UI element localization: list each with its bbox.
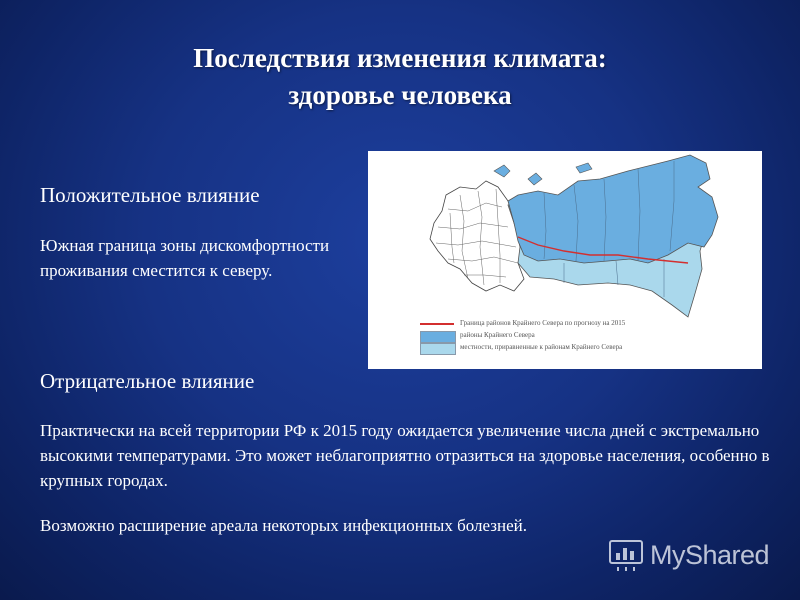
russia-climate-map [368,151,762,369]
legend-equated-swatch [420,343,456,355]
infectious-diseases-text: Возможно расширение ареала некоторых инфекционных болезней. [40,516,527,535]
legend-far-north-swatch [420,331,456,343]
title-line-2: здоровье человека [288,80,512,110]
arctic-island [494,165,510,177]
legend-forecast-border-label: Граница районов Крайнего Севера по прогнозу на 2015 [460,319,626,327]
positive-impact-text: Южная граница зоны дискомфортности проживания сместится к северу. [40,236,330,280]
arctic-island [576,163,592,173]
legend-far-north-label: районы Крайнего Севера [460,331,535,339]
slide-title [0,40,800,114]
arctic-island [528,173,542,185]
watermark-text: MyShared [650,539,770,570]
western-regions-shape [430,181,524,291]
myshared-logo-icon [608,537,644,573]
positive-impact-heading: Положительное влияние [40,183,260,207]
negative-impact-text: Практически на всей территории РФ к 2015 году ожидается увеличение числа дней с экстремально высокими температурами. Это может неблагоприятно отразиться на здоровье населения, особенно в крупных городах. [40,421,770,490]
title-line-1: Последствия изменения климата: [193,43,607,73]
legend-equated-label: местности, приравненные к районам Крайнего Севера [460,343,623,351]
legend-red-line-swatch [420,323,454,325]
myshared-watermark [608,535,769,575]
negative-impact-heading: Отрицательное влияние [40,369,255,393]
